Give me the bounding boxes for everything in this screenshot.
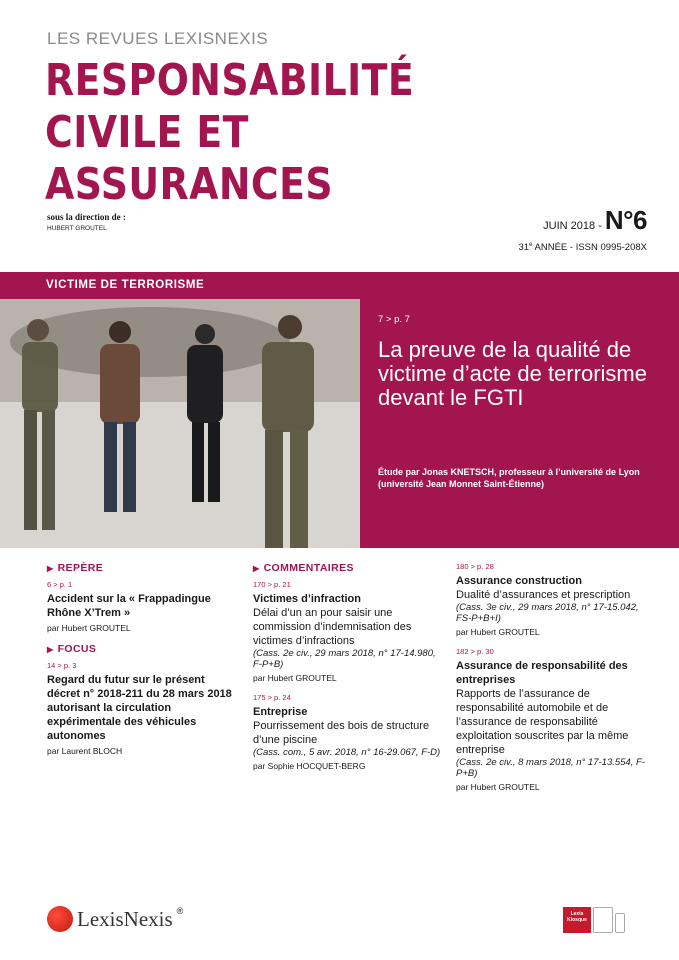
device-icons [563, 907, 625, 933]
item-author: par Sophie HOCQUET-BERG [253, 761, 366, 771]
director-name: HUBERT GROUTEL [47, 225, 107, 232]
triangle-icon: ▶ [47, 644, 54, 654]
tablet-icon [593, 907, 613, 933]
item-ref: 14 > p. 3 [47, 661, 77, 670]
lexisnexis-logo [47, 906, 183, 932]
item-body: Dualité d’assurances et prescription [456, 589, 631, 601]
item-ref: 182 > p. 30 [456, 647, 494, 656]
item-author: par Laurent BLOCH [47, 746, 123, 756]
title-line-3: ASSURANCES [45, 159, 334, 210]
section-repere-label: REPÈRE [57, 562, 104, 574]
item-author: par Hubert GROUTEL [47, 623, 131, 633]
feature-banner [0, 272, 679, 548]
item-author: par Hubert GROUTEL [253, 673, 337, 683]
title-line-2: CIVILE ET [45, 107, 249, 158]
item-head: Victimes d’infraction [253, 593, 361, 605]
item-head: Regard du futur sur le présent décret n° 2018-211 du 28 mars 2018 autorisant la circulation expérimentale des véhicules autonomes [47, 674, 232, 742]
item-citation: (Cass. 2e civ., 8 mars 2018, n° 17-13.554, F-P+B) [456, 757, 645, 779]
item-citation: (Cass. 2e civ., 29 mars 2018, n° 17-14.980, F-P+B) [253, 648, 436, 670]
photo-illustration [0, 272, 360, 548]
list-item [253, 580, 443, 683]
direction-label: sous la direction de : [47, 212, 126, 222]
title-line-1: RESPONSABILITÉ [45, 55, 415, 106]
item-ref: 180 > p. 28 [456, 562, 494, 571]
year-number: 31 [518, 242, 530, 254]
feature-panel [360, 272, 679, 548]
column-reperes-focus [47, 562, 237, 766]
feature-headline: La preuve de la qualité de victime d’acte de terrorisme devant le FGTI [378, 337, 647, 410]
item-head: Assurance construction [456, 575, 582, 587]
column-commentaires [253, 562, 443, 781]
logo-mark-icon [47, 906, 73, 932]
section-focus [47, 643, 237, 655]
year-superscript: e [529, 242, 533, 248]
section-tag: VICTIME DE TERRORISME [0, 272, 360, 299]
list-item [47, 580, 237, 633]
list-item [456, 562, 646, 637]
issue-line [543, 205, 647, 235]
year-issn [518, 242, 647, 253]
logo-wordmark: LexisNexis [77, 906, 173, 931]
item-head: Accident sur la « Frappadingue Rhône X’Trem » [47, 593, 211, 619]
item-ref: 170 > p. 21 [253, 580, 291, 589]
item-body: Pourrissement des bois de structure d’une piscine [253, 720, 430, 746]
feature-author: Étude par Jonas KNETSCH, professeur à l’université de Lyon (université Jean Monnet Saint-Étienne) [378, 467, 640, 489]
list-item [47, 661, 237, 756]
trademark: ® [176, 906, 184, 916]
kiosk-icon: Lexis Kiosque [563, 907, 591, 933]
year-issn-text: ANNÉE - ISSN 0995-208X [532, 242, 647, 254]
feature-ref: 7 > p. 7 [378, 314, 410, 325]
item-author: par Hubert GROUTEL [456, 627, 540, 637]
list-item [253, 693, 443, 771]
triangle-icon: ▶ [253, 563, 260, 573]
column-three [456, 562, 646, 802]
item-ref: 175 > p. 24 [253, 693, 291, 702]
item-body: Délai d’un an pour saisir une commission d’indemnisation des victimes d’infractions [253, 607, 412, 647]
journal-title [45, 55, 414, 211]
section-commentaires-label: COMMENTAIRES [263, 562, 354, 574]
section-focus-label: FOCUS [57, 643, 97, 655]
phone-icon [615, 913, 625, 933]
item-citation: (Cass. com., 5 avr. 2018, n° 16-29.067, F-D) [253, 747, 441, 758]
list-item [456, 647, 646, 792]
item-citation: (Cass. 3e civ., 29 mars 2018, n° 17-15.042, FS-P+B+I) [456, 602, 639, 624]
item-body: Rapports de l’assurance de responsabilité automobile et de l’assurance de responsabilité exploitation souscrites par la même entreprise [456, 688, 629, 756]
triangle-icon: ▶ [47, 563, 54, 573]
series-name: LES REVUES LEXISNEXIS [47, 29, 269, 48]
item-ref: 6 > p. 1 [47, 580, 73, 589]
item-author: par Hubert GROUTEL [456, 782, 540, 792]
item-head: Entreprise [253, 706, 308, 718]
section-repere [47, 562, 237, 574]
section-commentaires [253, 562, 443, 574]
soldiers-photo [0, 272, 360, 548]
issue-date: JUIN 2018 - [543, 220, 602, 232]
issue-number: N°6 [604, 205, 647, 235]
item-head: Assurance de responsabilité des entreprises [456, 660, 628, 686]
